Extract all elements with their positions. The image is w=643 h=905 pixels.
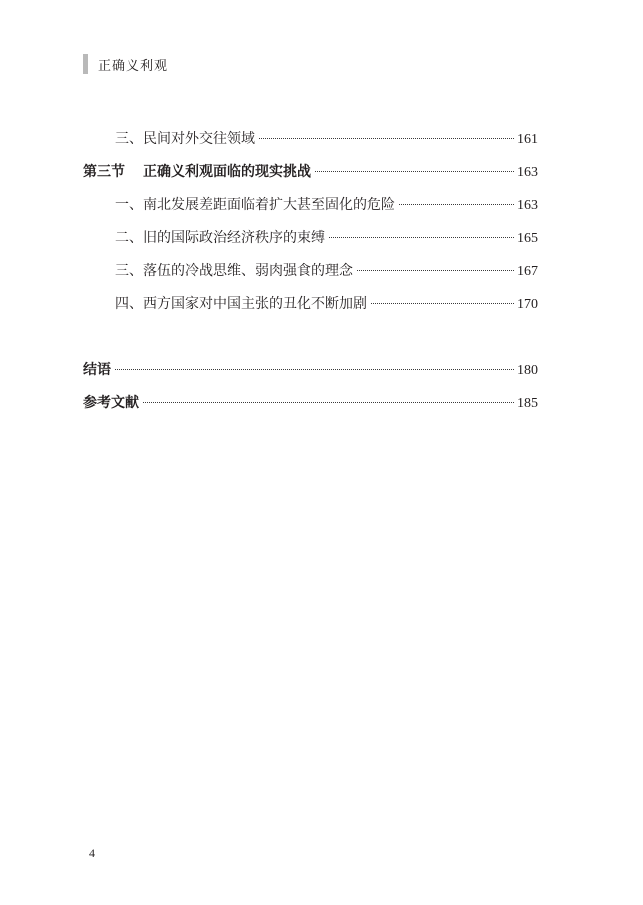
toc-entry-number: 一、 (115, 197, 143, 213)
dot-leader (259, 138, 514, 139)
toc-entry-number: 四、 (115, 296, 143, 312)
toc-section-number: 第三节 (83, 164, 125, 180)
toc-entry (83, 261, 538, 281)
toc-chapter-entry (83, 360, 538, 380)
toc-entry-title: 旧的国际政治经济秩序的束缚 (143, 230, 325, 246)
toc-entry-title: 西方国家对中国主张的丑化不断加剧 (143, 296, 367, 312)
dot-leader (315, 171, 514, 172)
toc-section-title: 正确义利观面临的现实挑战 (143, 164, 311, 180)
toc-entry-page: 185 (517, 396, 538, 411)
toc-entry-page: 165 (517, 231, 538, 246)
toc-entry-title: 民间对外交往领域 (143, 131, 255, 147)
toc-entry (83, 195, 538, 215)
dot-leader (329, 237, 514, 238)
dot-leader (371, 303, 514, 304)
dot-leader (399, 204, 514, 205)
toc-entry (83, 228, 538, 248)
dot-leader (357, 270, 514, 271)
toc-entry-title: 南北发展差距面临着扩大甚至固化的危险 (143, 197, 395, 213)
toc-entry-page: 180 (517, 363, 538, 378)
dot-leader (143, 402, 514, 403)
toc-entry-page: 163 (517, 198, 538, 213)
toc-chapter-title: 结语 (83, 362, 111, 378)
toc-entry (83, 294, 538, 314)
running-header (83, 54, 168, 74)
dot-leader (115, 369, 514, 370)
toc-entry (83, 129, 538, 149)
toc-entry-page: 161 (517, 132, 538, 147)
toc-section-entry (83, 162, 538, 182)
toc-chapter-title: 参考文献 (83, 395, 139, 411)
toc-entry-title: 落伍的冷战思维、弱肉强食的理念 (143, 263, 353, 279)
toc-entry-number: 三、 (115, 263, 143, 279)
page-number: 4 (89, 846, 95, 860)
table-of-contents (83, 129, 538, 413)
toc-entry-number: 二、 (115, 230, 143, 246)
toc-entry-page: 167 (517, 264, 538, 279)
toc-chapter-entry (83, 393, 538, 413)
toc-entry-page: 163 (517, 165, 538, 180)
toc-entry-page: 170 (517, 297, 538, 312)
header-title: 正确义利观 (98, 58, 169, 74)
toc-entry-number: 三、 (115, 131, 143, 147)
header-accent-bar (83, 54, 88, 74)
